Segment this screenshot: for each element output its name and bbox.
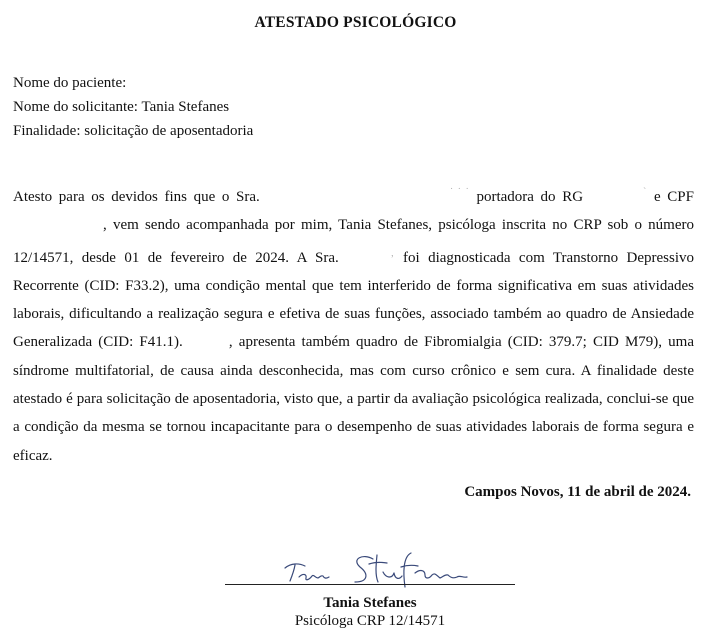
header-fields [13,71,253,143]
body-segment-4: , vem sendo acompanhada por mim, Tania Stefanes, psicóloga inscrita no CRP sob o número 12/14571, desde 01 de fevereiro de 2024. A Sra. [13,217,694,266]
redaction-artifact: , [391,247,395,259]
purpose-field: Finalidade: solicitação de aposentadoria [13,123,254,139]
requester-name-field: Nome do solicitante: Tania Stefanes [13,99,230,115]
body-segment-1: Atesto para os devidos fins que o Sra. [13,189,260,205]
signature-line [225,584,515,585]
signer-name: Tania Stefanes [323,595,417,611]
redaction-artifact: ` [643,187,648,198]
attestation-paragraph [13,179,694,470]
body-segment-5: foi diagnosticada com Transtorno Depressivo Recorrente (CID: F33.2), uma condição mental que tem interferido de forma significativa em suas atividades laborais, dificultando a realização segura e efetiva de suas funções, associado também ao quadro de Ansiedade Generalizada (CID: F41.1). [13,249,695,351]
place-and-date: Campos Novos, 11 de abril de 2024. [464,484,691,500]
body-segment-2: portadora do RG [476,189,584,205]
body-segment-6: , apresenta também quadro de Fibromialgia (CID: 379.7; CID M79), uma síndrome multifatorial, de causa ainda desconhecida, mas com curso crônico e sem cura. A finalidade deste atestado é para solicitação de aposentadoria, visto que, a partir da avaliação psicológica realizada, conclui-se que a condição da mesma se tornou incapacitante para o desempenho de suas atividades laborais de forma segura e eficaz. [13,334,694,464]
signer-role: Psicóloga CRP 12/14571 [294,613,446,629]
redaction-artifact: ˙ ˙ ˙ [449,187,470,198]
patient-name-field: Nome do paciente: [13,75,127,91]
document-title: ATESTADO PSICOLÓGICO [254,14,457,31]
body-segment-3: e CPF [654,189,694,205]
